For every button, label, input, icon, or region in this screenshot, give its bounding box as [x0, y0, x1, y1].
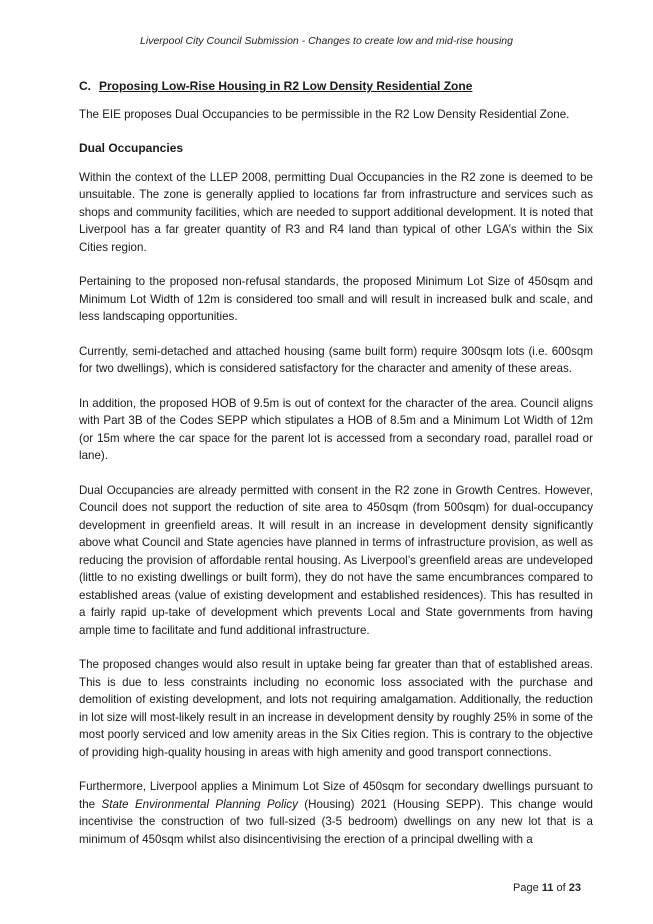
paragraph-2: Pertaining to the proposed non-refusal standards, the proposed Minimum Lot Size of 450sqm and Minimum Lot Width of 12m is considered too small and will result in increased bulk and scale, and less landscaping opportunities.	[79, 275, 593, 323]
paragraph-7-start: Furthermore, Liverpool applies a Minimum Lot Size of 450sqm for secondary dwellings pursuant to the	[79, 780, 593, 811]
paragraph-1: Within the context of the LLEP 2008, permitting Dual Occupancies in the R2 zone is deemed to be unsuitable. The zone is generally applied to locations far from infrastructure and services such as shops and community facilities, which are needed to support additional development. It is noted that Liverpool has a far greater quantity of R3 and R4 land than typical of other LGA’s within the Six Cities region.	[79, 170, 593, 254]
current-page-number: 11	[541, 882, 554, 894]
policy-name: State Environmental Planning Policy	[101, 797, 298, 811]
total-pages-number: 23	[568, 882, 581, 894]
intro-paragraph: The EIE proposes Dual Occupancies to be permissible in the R2 Low Density Residential Zone.	[79, 107, 570, 121]
paragraph-7	[79, 778, 593, 848]
page-content	[79, 78, 593, 865]
subheading-dual-occupancies: Dual Occupancies	[79, 141, 184, 155]
section-letter: C.	[79, 79, 91, 93]
paragraph-7-end: (Housing) 2021 (Housing SEPP). This change would incentivise the construction of two full-sized (3-5 bedroom) dwellings on any new lot that is a minimum of 450sqm whilst also disincentivising the erection of a principal dwelling with a	[79, 797, 593, 846]
page-label: Page	[513, 882, 539, 894]
of-label: of	[556, 882, 566, 894]
section-heading	[79, 78, 593, 96]
paragraph-6: The proposed changes would also result in uptake being far greater than that of established areas. This is due to less constraints including no economic loss associated with the purchase and demolition of existing development, and lots not requiring amalgamation. Additionally, the reduction in lot size will most-likely result in an increase in development density by roughly 25% in some of the most poorly serviced and low amenity areas in the Six Cities region. This is contrary to the objective of providing high-quality housing in areas with high amenity and good transport connections.	[79, 658, 593, 759]
running-header: Liverpool City Council Submission - Changes to create low and mid-rise housing	[140, 35, 513, 47]
paragraph-5: Dual Occupancies are already permitted with consent in the R2 zone in Growth Centres. However, Council does not support the reduction of site area to 450sqm (from 500sqm) for dual-occupancy development in greenfield areas. It will result in an increase in development density significantly above what Council and State agencies have planned in terms of infrastructure provision, as well as reducing the provision of affordable rental housing. As Liverpool’s greenfield areas are undeveloped (little to no existing dwellings or built form), they do not have the same encumbrances compared to established areas (value of existing development and established residences). This has resulted in a fairly rapid up-take of development which prevents Local and State governments from having ample time to facilitate and fund additional infrastructure.	[79, 483, 593, 637]
page-number	[513, 882, 581, 894]
paragraph-3: Currently, semi-detached and attached housing (same built form) require 300sqm lots (i.e. 600sqm for two dwellings), which is considered satisfactory for the character and amenity of these areas.	[79, 344, 593, 375]
paragraph-4: In addition, the proposed HOB of 9.5m is out of context for the character of the area. Council aligns with Part 3B of the Codes SEPP which stipulates a HOB of 8.5m and a Minimum Lot Width of 12m (or 15m where the car space for the parent lot is accessed from a secondary road, parallel road or lane).	[79, 396, 593, 462]
section-title: Proposing Low-Rise Housing in R2 Low Density Residential Zone	[99, 79, 473, 93]
